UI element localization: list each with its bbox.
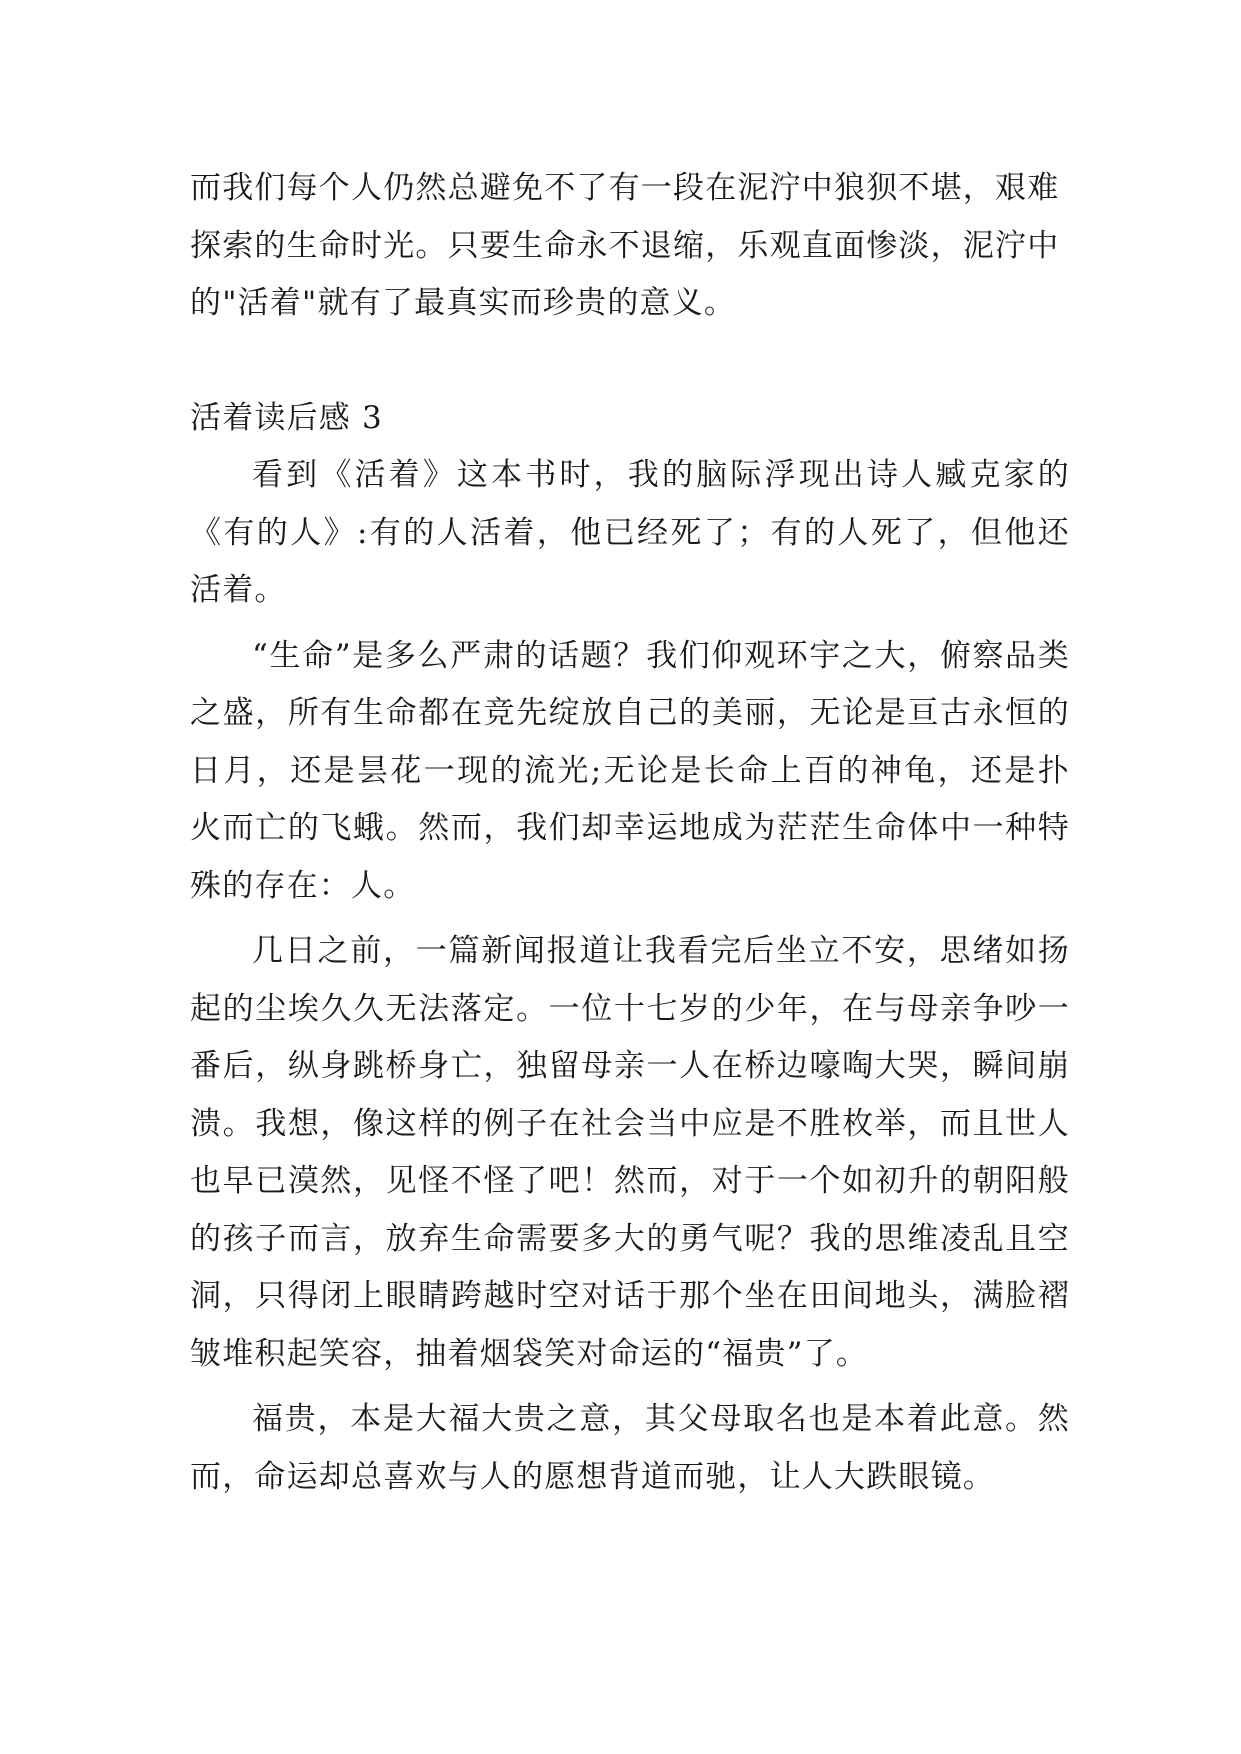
paragraph-1: 看到《活着》这本书时，我的脑际浮现出诗人臧克家的《有的人》:有的人活着，他已经死了；有的人死了，但他还活着。 [190, 457, 1070, 608]
paragraph-2: “生命”是多么严肃的话题？我们仰观环宇之大，俯察品类之盛，所有生命都在竞先绽放自己的美丽，无论是亘古永恒的日月，还是昙花一现的流光;无论是长命上百的神龟，还是扑火而亡的飞蛾。然而，我们却幸运地成为茫茫生命体中一种特殊的存在：人。 [190, 637, 1070, 904]
continued-paragraph: 而我们每个人仍然总避免不了有一段在泥泞中狼狈不堪，艰难探索的生命时光。只要生命永不退缩，乐观直面惨淡，泥泞中的"活着"就有了最真实而珍贵的意义。 [190, 170, 1060, 321]
paragraph-3: 几日之前，一篇新闻报道让我看完后坐立不安，思绪如扬起的尘埃久久无法落定。一位十七岁的少年，在与母亲争吵一番后，纵身跳桥身亡，独留母亲一人在桥边嚎啕大哭，瞬间崩溃。我想，像这样的例子在社会当中应是不胜枚举，而且世人也早已漠然，见怪不怪了吧！然而，对于一个如初升的朝阳般的孩子而言，放弃生命需要多大的勇气呢？我的思维凌乱且空洞，只得闭上眼睛跨越时空对话于那个坐在田间地头，满脸褶皱堆积起笑容，抽着烟袋笑对命运的“福贵”了。 [190, 933, 1070, 1372]
document-body [190, 160, 1070, 1506]
section-title: 活着读后感 3 [190, 399, 383, 436]
paragraph-4: 福贵，本是大福大贵之意，其父母取名也是本着此意。然而，命运却总喜欢与人的愿想背道而驰，让人大跌眼镜。 [190, 1401, 1070, 1495]
